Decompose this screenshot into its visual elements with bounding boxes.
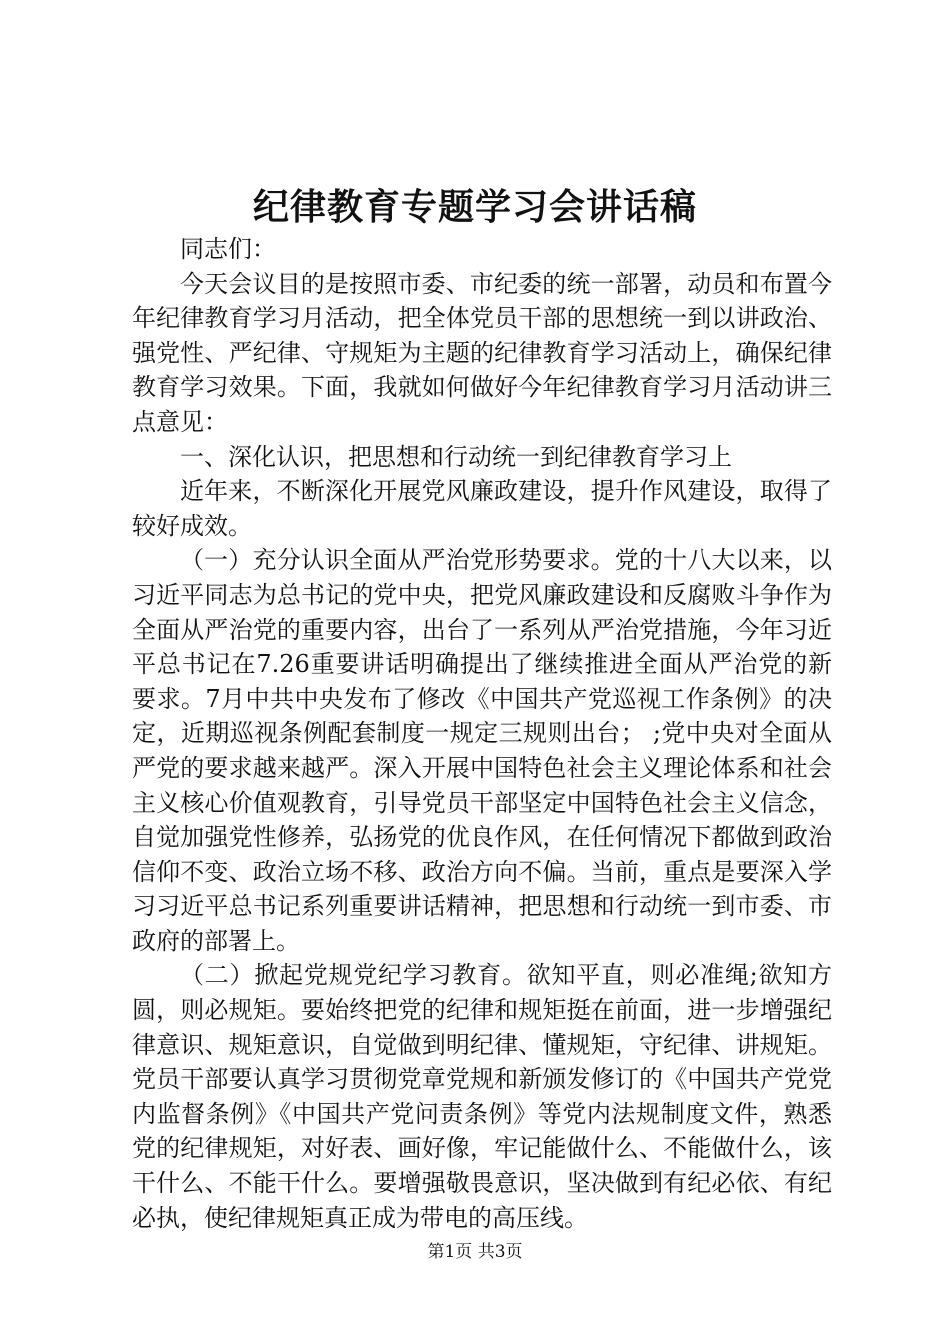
paragraph-point-2: （二）掀起党规党纪学习教育。欲知平直，则必准绳;欲知方圆，则必规矩。要始终把党的纪律和规矩挺在前面，进一步增强纪律意识、规矩意识，自觉做到明纪律、懂规矩，守纪律、讲规矩。党员干部要认真学习贯彻党章党规和新颁发修订的《中国共产党党内监督条例》《中国共产党问责条例》等党内法规制度文件，熟悉党的纪律规矩，对好表、画好像，牢记能做什么、不能做什么，该干什么、不能干什么。要增强敬畏意识，坚决做到有纪必依、有纪必执，使纪律规矩真正成为带电的高压线。 [132, 961, 832, 1232]
paragraph-intro: 今天会议目的是按照市委、市纪委的统一部署，动员和布置今年纪律教育学习月活动，把全体党员干部的思想统一到以讲政治、强党性、严纪律、守规矩为主题的纪律教育学习活动上，确保纪律教育学习效果。下面，我就如何做好今年纪律教育学习月活动讲三点意见： [132, 269, 832, 436]
page-number-footer: 第1页 共3页 [427, 1242, 523, 1262]
paragraph-salutation: 同志们： [180, 235, 276, 263]
paragraph-recent-years: 近年来，不断深化开展党风廉政建设，提升作风建设，取得了较好成效。 [132, 477, 832, 540]
page-title: 纪律教育专题学习会讲话稿 [252, 186, 697, 228]
section-heading-1: 一、深化认识，把思想和行动统一到纪律教育学习上 [180, 442, 732, 471]
document-body [132, 232, 832, 1235]
paragraph-point-1: （一）充分认识全面从严治党形势要求。党的十八大以来，以习近平同志为总书记的党中央，把党风廉政建设和反腐败斗争作为全面从严治党的重要内容，出台了一系列从严治党措施，今年习近平总书记在7.26重要讲话明确提出了继续推进全面从严治党的新要求。7月中共中央发布了修改《中国共产党巡视工作条例》的决定，近期巡视条例配套制度一规定三规则出台； ;党中央对全面从严党的要求越来越严。深入开展中国特色社会主义理论体系和社会主义核心价值观教育，引导党员干部坚定中国特色社会主义信念，自觉加强党性修养，弘扬党的优良作风，在任何情况下都做到政治信仰不变、政治立场不移、政治方向不偏。当前，重点是要深入学习习近平总书记系列重要讲话精神，把思想和行动统一到市委、市政府的部署上。 [132, 546, 832, 955]
